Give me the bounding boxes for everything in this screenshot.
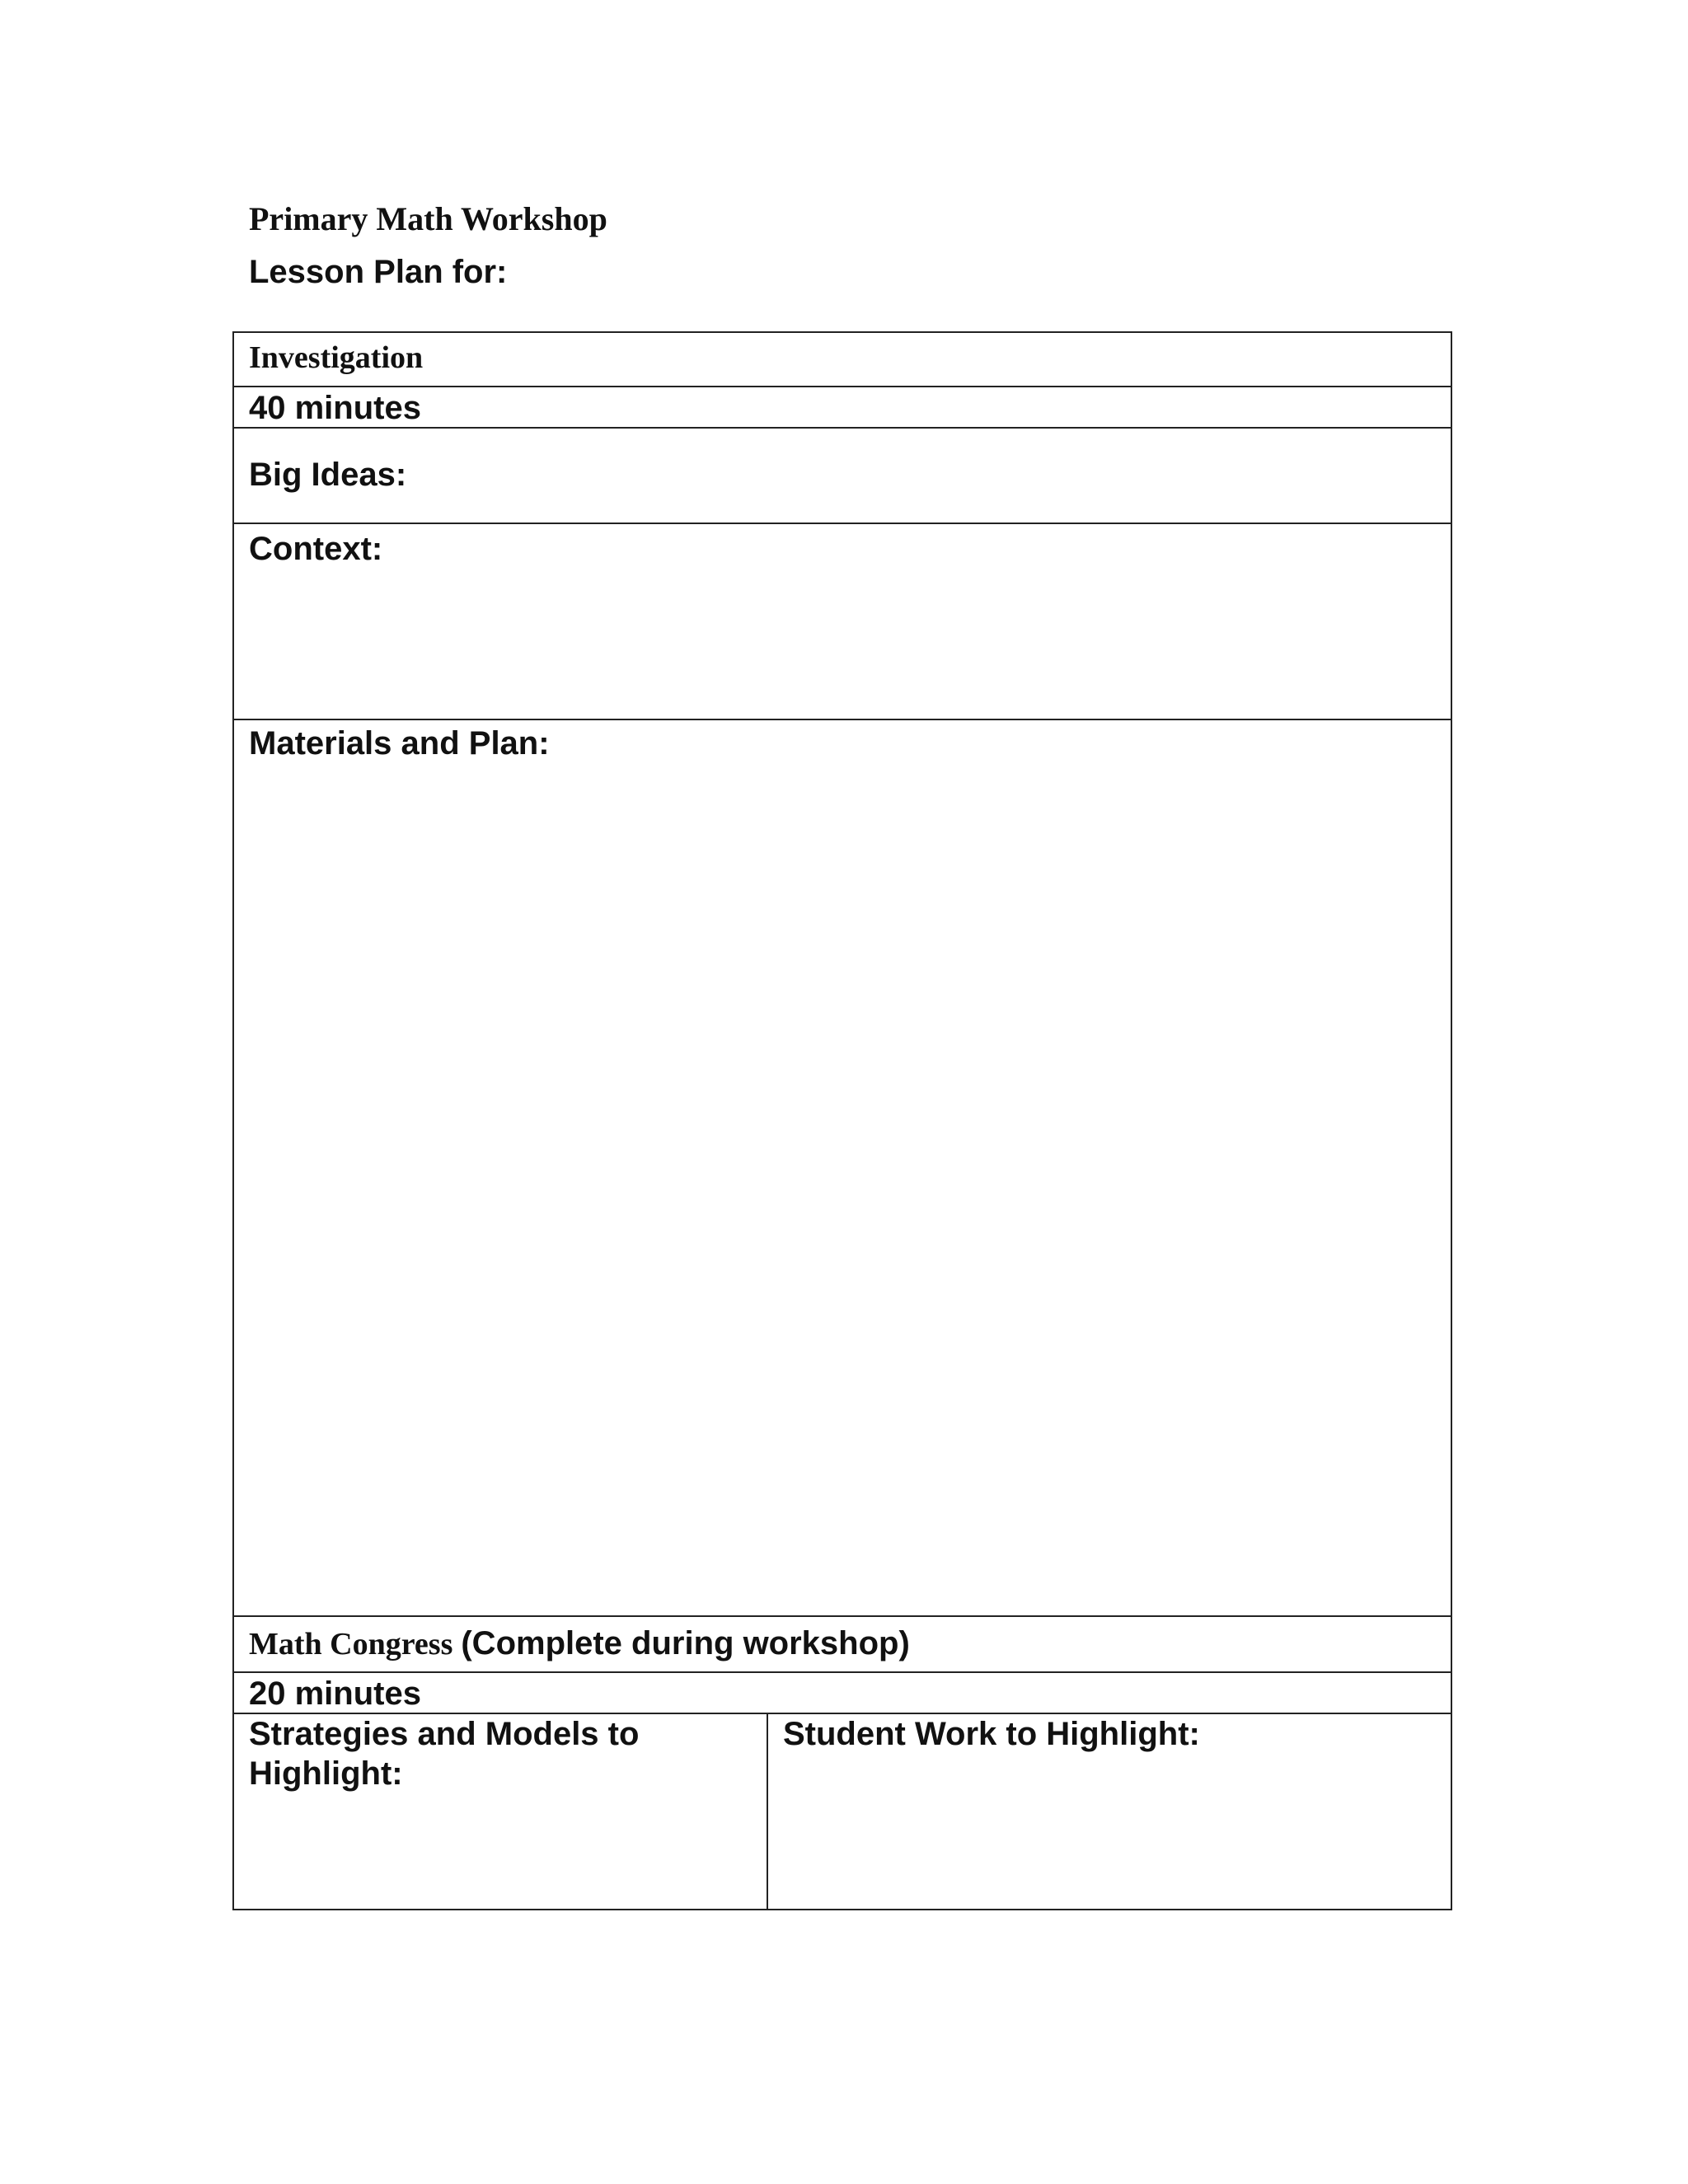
context-label: Context: (249, 531, 383, 567)
strategies-label: Strategies and Models to Highlight: (249, 1716, 640, 1792)
investigation-row (232, 331, 1452, 387)
big-ideas-label: Big Ideas: (249, 457, 407, 493)
congress-duration-row (232, 1671, 1452, 1714)
big-ideas-row[interactable] (232, 427, 1452, 524)
lesson-plan-heading: Lesson Plan for: (249, 254, 508, 290)
highlight-row (232, 1713, 1452, 1910)
math-congress-label: Math Congress (249, 1627, 453, 1661)
context-row[interactable] (232, 523, 1452, 720)
document-title: Primary Math Workshop (249, 200, 607, 237)
student-work-label: Student Work to Highlight: (783, 1716, 1200, 1752)
investigation-duration: 40 minutes (249, 390, 421, 426)
congress-duration: 20 minutes (249, 1675, 421, 1712)
math-congress-heading (249, 1619, 910, 1669)
math-congress-note: (Complete during workshop) (461, 1625, 910, 1661)
investigation-duration-row (232, 386, 1452, 429)
materials-and-plan-row[interactable] (232, 719, 1452, 1617)
materials-and-plan-label: Materials and Plan: (249, 725, 550, 762)
student-work-cell[interactable] (768, 1714, 1451, 1909)
math-congress-row (232, 1615, 1452, 1673)
investigation-label: Investigation (249, 340, 424, 375)
strategies-cell[interactable] (234, 1714, 768, 1909)
